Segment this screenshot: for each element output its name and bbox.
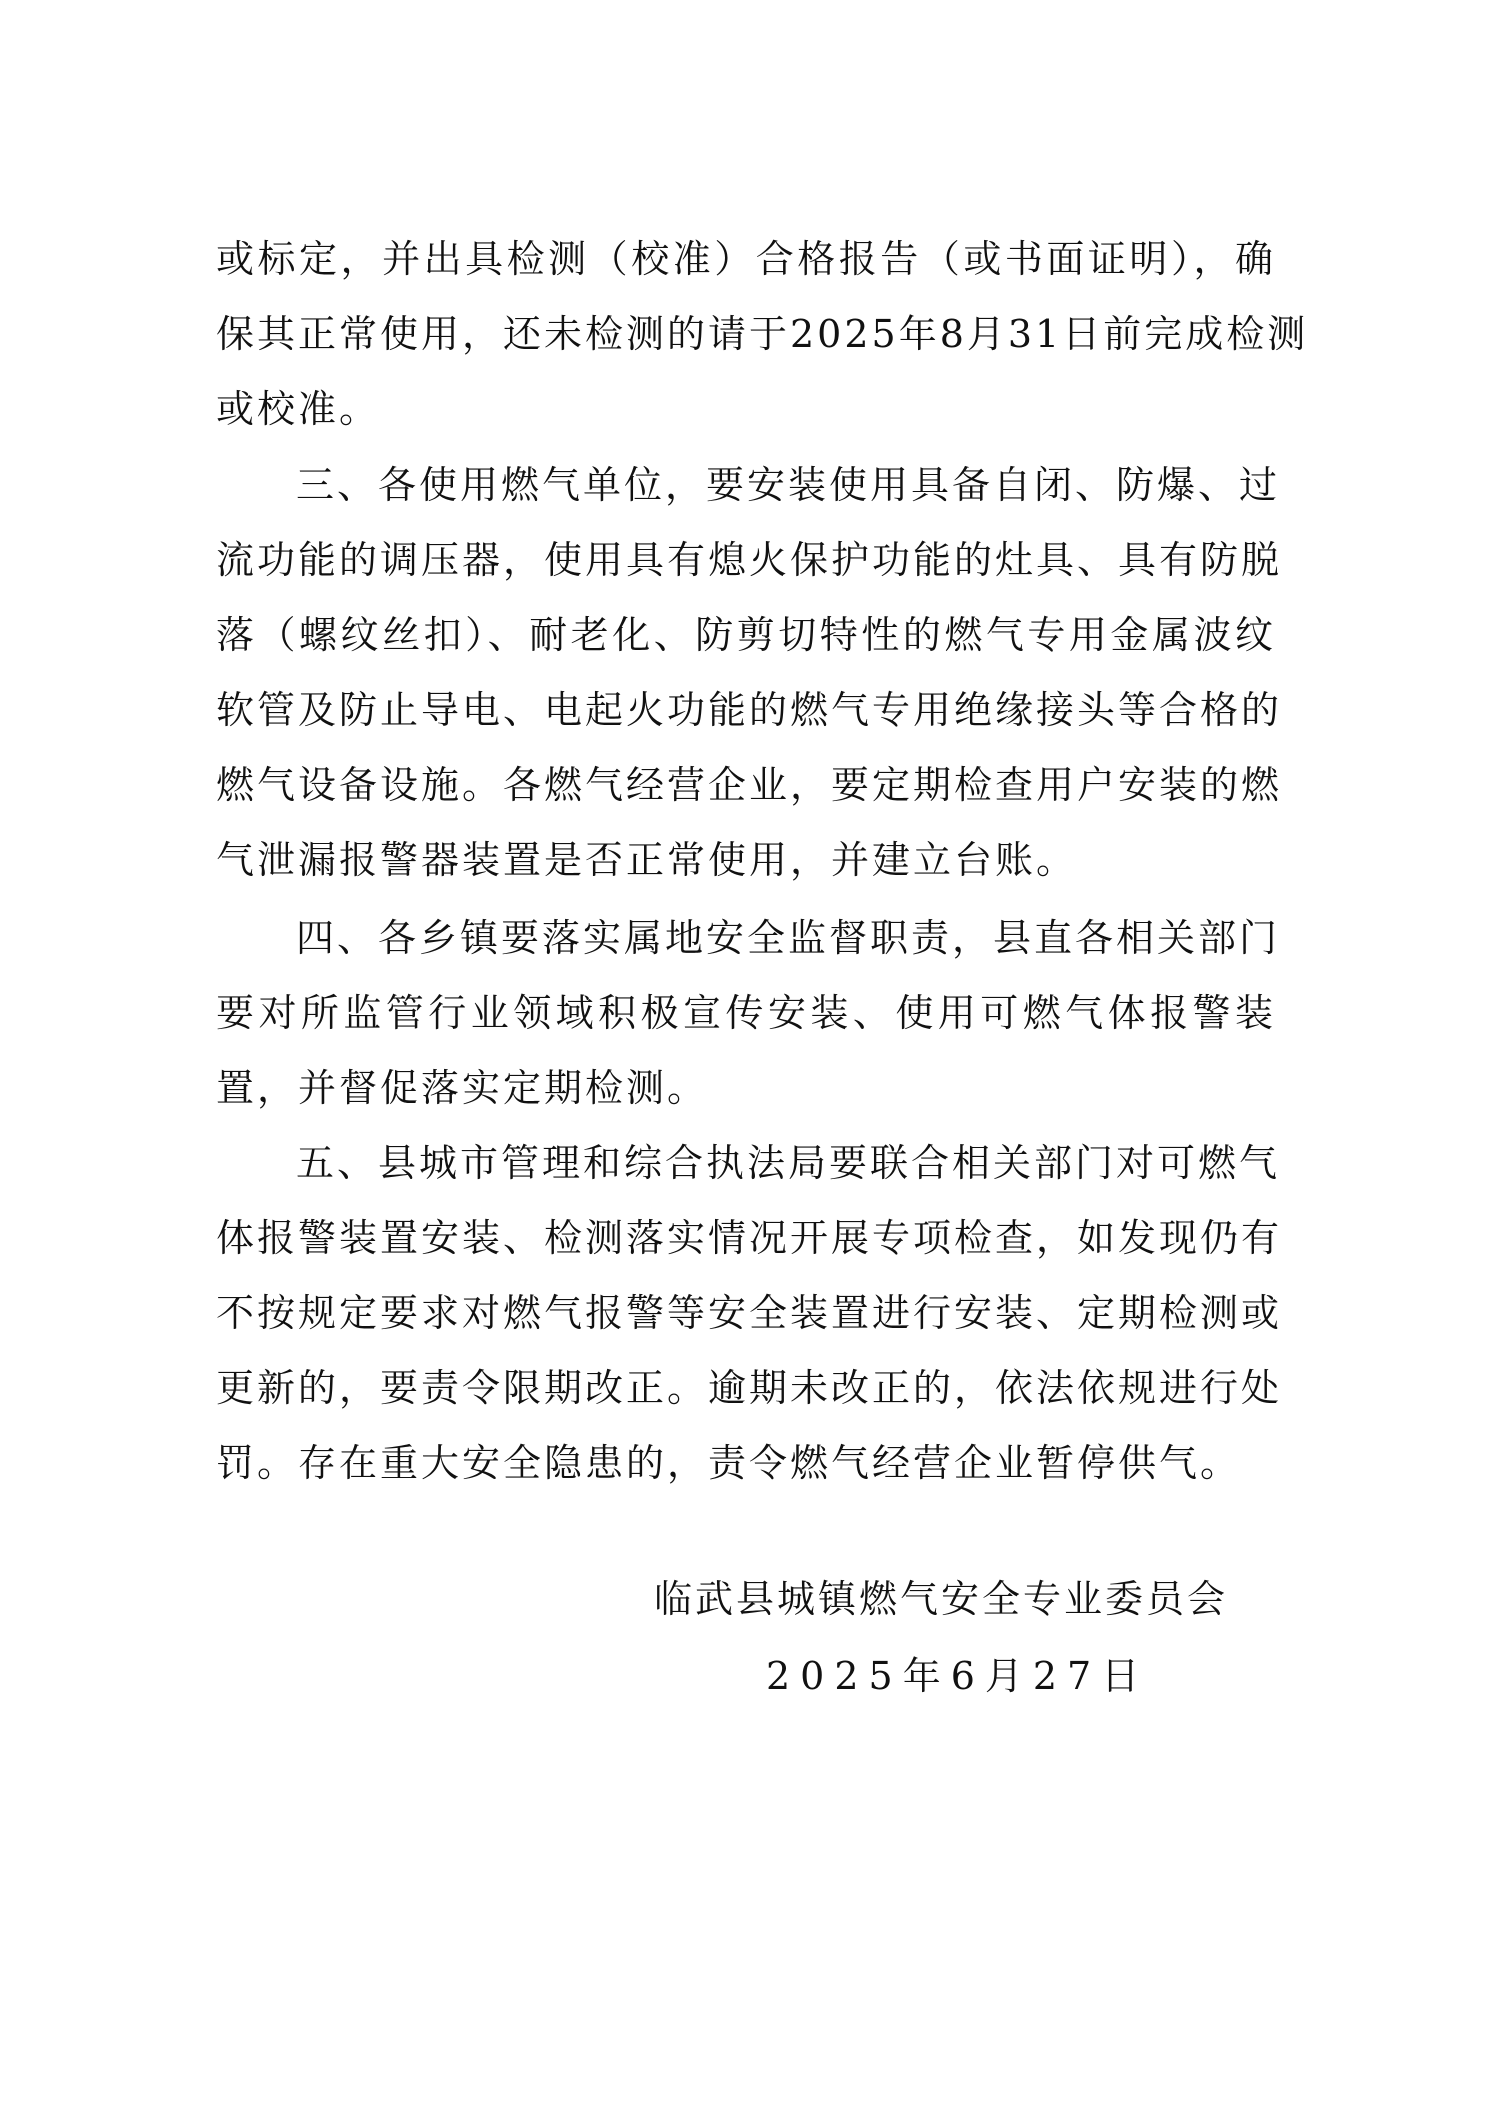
text-line: 或校准。 [216, 387, 381, 431]
text-line: 五、县城市管理和综合执法局要联合相关部门对可燃气 [296, 1141, 1281, 1185]
text-line: 体报警装置安装、检测落实情况开展专项检查，如发现仍有 [216, 1216, 1283, 1260]
text-line: 保其正常使用，还未检测的请于2025年8月31日前完成检测 [216, 312, 1309, 356]
signature-date: 2025年6月27日 [766, 1654, 1150, 1698]
text-line: 燃气设备设施。各燃气经营企业，要定期检查用户安装的燃 [216, 763, 1283, 807]
text-line: 流功能的调压器，使用具有熄火保护功能的灶具、具有防脱 [216, 538, 1283, 582]
paragraph-item-five [216, 1126, 1283, 1501]
paragraph-item-four [216, 901, 1281, 1126]
text-line: 四、各乡镇要落实属地安全监督职责，县直各相关部门 [296, 916, 1281, 960]
text-line: 不按规定要求对燃气报警等安全装置进行安装、定期检测或 [216, 1291, 1283, 1335]
text-line: 置，并督促落实定期检测。 [216, 1066, 709, 1110]
paragraph-continuation [216, 222, 1309, 447]
text-line: 气泄漏报警器装置是否正常使用，并建立台账。 [216, 838, 1078, 882]
text-line: 或标定，并出具检测（校准）合格报告（或书面证明），确 [216, 237, 1276, 281]
text-line: 要对所监管行业领域积极宣传安装、使用可燃气体报警装 [216, 991, 1276, 1035]
text-line: 更新的，要责令限期改正。逾期未改正的，依法依规进行处 [216, 1366, 1283, 1410]
text-line: 罚。存在重大安全隐患的，责令燃气经营企业暂停供气。 [216, 1441, 1242, 1485]
signature-organization: 临武县城镇燃气安全专业委员会 [654, 1577, 1229, 1621]
paragraph-item-three [216, 448, 1283, 898]
text-line: 落（螺纹丝扣）、耐老化、防剪切特性的燃气专用金属波纹 [216, 613, 1276, 657]
text-line: 三、各使用燃气单位，要安装使用具备自闭、防爆、过 [296, 463, 1281, 507]
text-line: 软管及防止导电、电起火功能的燃气专用绝缘接头等合格的 [216, 688, 1283, 732]
